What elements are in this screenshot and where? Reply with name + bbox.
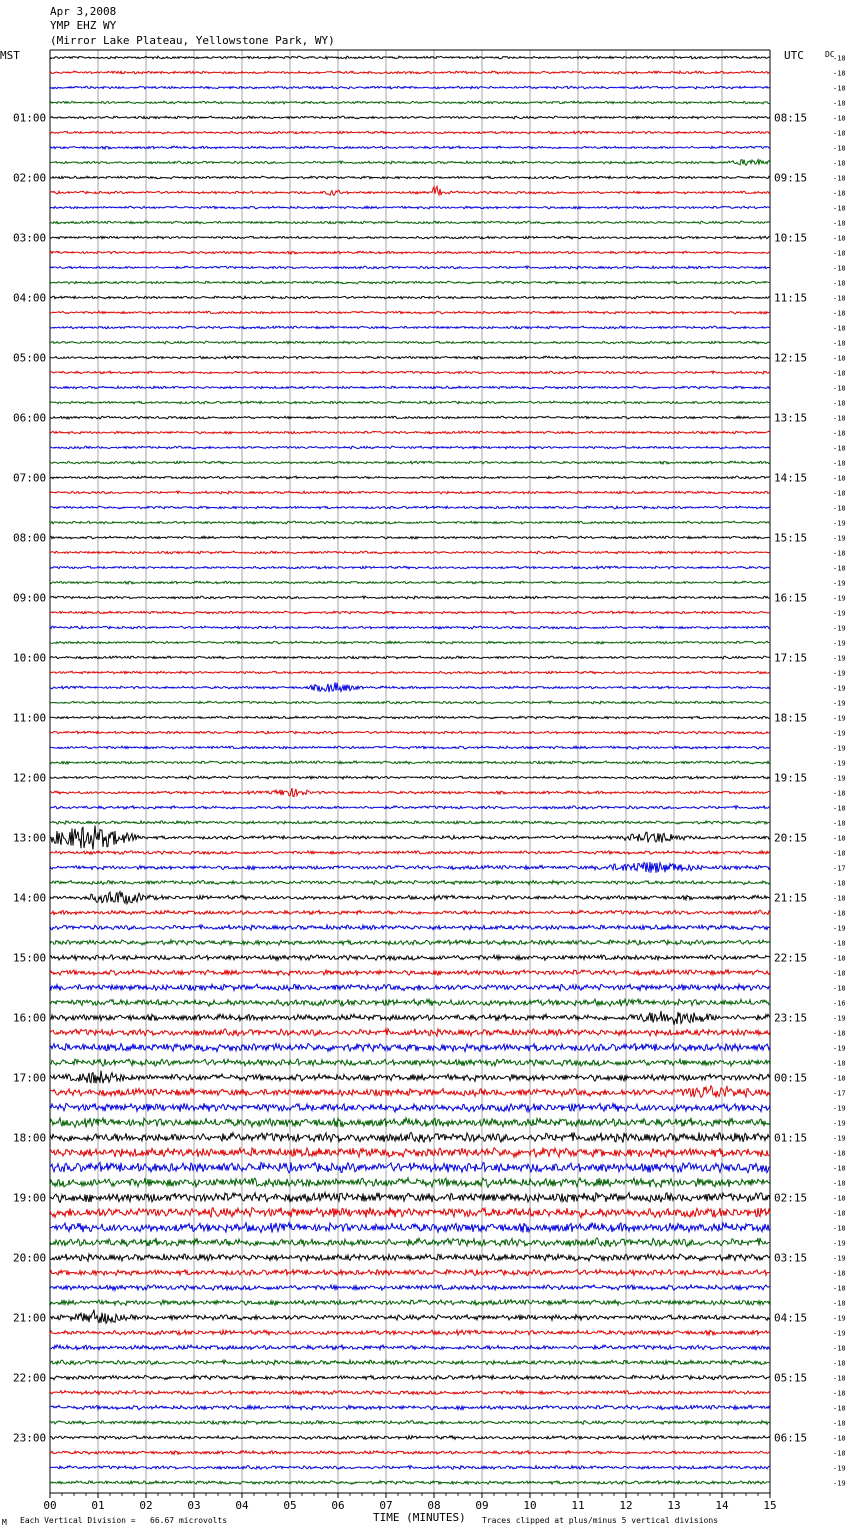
trace-line (50, 146, 770, 149)
dc-offset-value: -19 (833, 759, 846, 768)
trace-line (50, 1481, 770, 1485)
dc-offset-value: -19 (833, 1134, 846, 1143)
trace-line (50, 821, 770, 824)
dc-offset-value: -18 (833, 1179, 846, 1188)
trace-line (50, 1071, 770, 1084)
trace-line (50, 910, 770, 914)
dc-offset-value: -18 (833, 54, 846, 63)
trace-line (50, 716, 770, 719)
dc-offset-value: -18 (833, 909, 846, 918)
trace-line (50, 1011, 770, 1025)
trace-line (50, 788, 770, 797)
left-hour-label: 16:00 (13, 1011, 47, 1025)
trace-line (50, 731, 770, 734)
left-hour-label: 22:00 (13, 1371, 47, 1385)
trace-line (50, 1330, 770, 1335)
dc-offset-value: -18 (833, 879, 846, 888)
trace-line (50, 596, 770, 599)
right-hour-label: 05:15 (774, 1371, 808, 1385)
trace-line (50, 641, 770, 644)
trace-line (50, 881, 770, 885)
trace-line (50, 826, 770, 850)
dc-offset-value: -19 (833, 609, 846, 618)
dc-offset-value: -18 (833, 414, 846, 423)
trace-line (50, 1178, 770, 1188)
trace-line (50, 746, 770, 749)
right-hour-label: 10:15 (774, 231, 808, 245)
trace-line (50, 1207, 770, 1217)
dc-offset-value: -18 (833, 354, 846, 363)
dc-offset-value: -19 (833, 699, 846, 708)
trace-line (50, 1391, 770, 1395)
dc-offset-value: -18 (833, 309, 846, 318)
trace-line (50, 1103, 770, 1112)
dc-offset-value: -18 (833, 849, 846, 858)
dc-offset-value: -19 (833, 654, 846, 663)
trace-line (50, 431, 770, 434)
dc-offset-value: -19 (833, 744, 846, 753)
dc-offset-value: -18 (833, 234, 846, 243)
trace-line (50, 281, 770, 284)
dc-offset-value: -18 (833, 1434, 846, 1443)
dc-offset-value: -18 (833, 504, 846, 513)
left-hour-label: 21:00 (13, 1311, 47, 1325)
dc-offset-value: -19 (833, 1254, 846, 1263)
trace-line (50, 1270, 770, 1276)
dc-offset-value: -18 (833, 819, 846, 828)
dc-offset-value: -18 (833, 384, 846, 393)
x-tick-label: 05 (283, 1499, 297, 1512)
trace-line (50, 476, 770, 479)
dc-offset-value: -18 (833, 279, 846, 288)
left-hour-label: 08:00 (13, 531, 47, 545)
trace-line (50, 371, 770, 374)
left-hour-label: 11:00 (13, 711, 47, 725)
dc-offset-value: -18 (833, 894, 846, 903)
right-hour-label: 03:15 (774, 1251, 808, 1265)
trace-line (50, 925, 770, 930)
left-hour-label: 19:00 (13, 1191, 47, 1205)
dc-offset-value: -18 (833, 459, 846, 468)
x-tick-label: 04 (235, 1499, 249, 1512)
dc-offset-value: -18 (833, 429, 846, 438)
trace-line (50, 892, 770, 904)
x-tick-label: 13 (667, 1499, 681, 1512)
trace-line (50, 341, 770, 344)
x-tick-label: 08 (427, 1499, 441, 1512)
trace-line (50, 1162, 770, 1172)
x-tick-label: 06 (331, 1499, 345, 1512)
left-hour-label: 10:00 (13, 651, 47, 665)
left-hour-label: 07:00 (13, 471, 47, 485)
trace-line (50, 160, 770, 166)
dc-offset-value: -18 (833, 834, 846, 843)
x-tick-label: 11 (571, 1499, 585, 1512)
trace-line (50, 1345, 770, 1350)
trace-line (50, 1285, 770, 1290)
x-tick-label: 03 (187, 1499, 201, 1512)
left-hour-label: 02:00 (13, 171, 47, 185)
trace-line (50, 1436, 770, 1440)
trace-line (50, 611, 770, 614)
trace-line (50, 1451, 770, 1455)
trace-line (50, 251, 770, 254)
dc-offset-value: -17 (833, 1089, 846, 1098)
dc-offset-value: -18 (833, 1074, 846, 1083)
trace-line (50, 1086, 770, 1098)
dc-offset-value: -19 (833, 1329, 846, 1338)
right-hour-label: 11:15 (774, 291, 808, 305)
trace-line (50, 551, 770, 554)
dc-offset-value: -18 (833, 1194, 846, 1203)
trace-line (50, 386, 770, 389)
right-timezone-label: UTC (784, 49, 804, 62)
dc-offset-value: -18 (833, 84, 846, 93)
left-hour-label: 15:00 (13, 951, 47, 965)
x-tick-label: 01 (91, 1499, 105, 1512)
left-hour-label: 06:00 (13, 411, 47, 425)
trace-line (50, 761, 770, 764)
trace-line (50, 581, 770, 584)
dc-offset-value: -19 (833, 1479, 846, 1488)
dc-offset-value: -19 (833, 624, 846, 633)
corner-mark: M (2, 1518, 7, 1527)
dc-offset-value: -18 (833, 939, 846, 948)
right-hour-label: 22:15 (774, 951, 808, 965)
dc-offset-value: -18 (833, 474, 846, 483)
right-hour-label: 21:15 (774, 891, 808, 905)
right-hour-label: 16:15 (774, 591, 808, 605)
x-axis-title: TIME (MINUTES) (373, 1511, 466, 1524)
trace-line (50, 806, 770, 809)
station-code: YMP EHZ WY (50, 19, 117, 32)
left-hour-label: 05:00 (13, 351, 47, 365)
trace-line (50, 984, 770, 991)
left-hour-label: 17:00 (13, 1071, 47, 1085)
trace-line (50, 86, 770, 89)
dc-offset-value: -18 (833, 399, 846, 408)
trace-line (50, 176, 770, 179)
trace-line (50, 326, 770, 329)
trace-line (50, 1044, 770, 1052)
trace-line (50, 236, 770, 239)
right-hour-label: 20:15 (774, 831, 808, 845)
trace-line (50, 1029, 770, 1036)
left-hour-label: 01:00 (13, 111, 47, 125)
dc-offset-value: -18 (833, 99, 846, 108)
dc-offset-value: -18 (833, 969, 846, 978)
dc-offset-value: -19 (833, 774, 846, 783)
trace-line (50, 521, 770, 524)
trace-line (50, 955, 770, 960)
trace-line (50, 116, 770, 119)
trace-line (50, 566, 770, 569)
dc-offset-value: -16 (833, 999, 846, 1008)
trace-line (50, 266, 770, 269)
dc-offset-value: -19 (833, 594, 846, 603)
dc-offset-value: -18 (833, 789, 846, 798)
dc-offset-value: -19 (833, 714, 846, 723)
x-tick-label: 10 (523, 1499, 537, 1512)
trace-line (50, 356, 770, 359)
trace-line (50, 999, 770, 1006)
trace-line (50, 626, 770, 629)
dc-offset-value: -18 (833, 1389, 846, 1398)
trace-line (50, 1148, 770, 1158)
trace-line (50, 1223, 770, 1233)
trace-line (50, 1375, 770, 1379)
dc-offset-value: -19 (833, 1014, 846, 1023)
dc-offset-value: -19 (833, 534, 846, 543)
dc-offset-value: -18 (833, 174, 846, 183)
station-location: (Mirror Lake Plateau, Yellowstone Park, WY) (50, 34, 335, 47)
left-hour-label: 13:00 (13, 831, 47, 845)
dc-offset-value: -18 (833, 444, 846, 453)
dc-offset-value: -19 (833, 669, 846, 678)
trace-line (50, 1254, 770, 1261)
dc-offset-value: -18 (833, 69, 846, 78)
trace-line (50, 776, 770, 779)
dc-offset-value: -18 (833, 264, 846, 273)
trace-line (50, 1238, 770, 1247)
x-tick-label: 07 (379, 1499, 393, 1512)
x-tick-label: 14 (715, 1499, 729, 1512)
x-tick-label: 12 (619, 1499, 633, 1512)
trace-line (50, 1466, 770, 1470)
dc-offset-value: -18 (833, 804, 846, 813)
trace-line (50, 1193, 770, 1203)
trace-line (50, 1310, 770, 1324)
x-tick-label: 00 (43, 1499, 57, 1512)
dc-offset-value: -19 (833, 519, 846, 528)
left-hour-label: 12:00 (13, 771, 47, 785)
dc-offset-label: DC (825, 50, 835, 59)
dc-offset-value: -19 (833, 1119, 846, 1128)
dc-offset-value: -19 (833, 924, 846, 933)
dc-offset-value: -18 (833, 189, 846, 198)
right-hour-label: 09:15 (774, 171, 808, 185)
left-hour-label: 04:00 (13, 291, 47, 305)
trace-line (50, 1059, 770, 1066)
dc-offset-value: -19 (833, 1314, 846, 1323)
dc-offset-value: -18 (833, 114, 846, 123)
trace-line (50, 1118, 770, 1128)
trace-line (50, 401, 770, 404)
trace-line (50, 701, 770, 704)
dc-offset-value: -19 (833, 1239, 846, 1248)
dc-offset-value: -18 (833, 1059, 846, 1068)
right-hour-label: 14:15 (774, 471, 808, 485)
dc-offset-value: -18 (833, 1209, 846, 1218)
dc-offset-value: -19 (833, 1044, 846, 1053)
dc-offset-value: -18 (833, 954, 846, 963)
trace-line (50, 1300, 770, 1306)
dc-offset-value: -18 (833, 489, 846, 498)
right-hour-label: 17:15 (774, 651, 808, 665)
clip-note: Traces clipped at plus/minus 5 vertical divisions (482, 1516, 719, 1525)
right-hour-label: 18:15 (774, 711, 808, 725)
trace-line (50, 656, 770, 659)
dc-offset-value: -18 (833, 1284, 846, 1293)
dc-offset-value: -19 (833, 639, 846, 648)
dc-offset-value: -18 (833, 1149, 846, 1158)
dc-offset-value: -18 (833, 219, 846, 228)
dc-offset-value: -18 (833, 369, 846, 378)
right-hour-label: 13:15 (774, 411, 808, 425)
dc-offset-value: -19 (833, 729, 846, 738)
trace-line (50, 1132, 770, 1142)
dc-offset-value: -18 (833, 204, 846, 213)
trace-line (50, 1421, 770, 1425)
trace-line (50, 862, 770, 873)
chart-date: Apr 3,2008 (50, 5, 117, 18)
right-hour-label: 01:15 (774, 1131, 808, 1145)
dc-offset-value: -18 (833, 549, 846, 558)
left-hour-label: 03:00 (13, 231, 47, 245)
trace-line (50, 940, 770, 945)
trace-line (50, 536, 770, 539)
dc-offset-value: -18 (833, 1359, 846, 1368)
left-hour-label: 14:00 (13, 891, 47, 905)
x-tick-label: 09 (475, 1499, 489, 1512)
dc-offset-value: -19 (833, 1104, 846, 1113)
trace-line (50, 101, 770, 104)
right-hour-label: 19:15 (774, 771, 808, 785)
dc-offset-value: -18 (833, 984, 846, 993)
dc-offset-value: -18 (833, 1374, 846, 1383)
trace-line (50, 71, 770, 74)
trace-line (50, 446, 770, 449)
dc-offset-value: -18 (833, 1404, 846, 1413)
left-timezone-label: MST (0, 49, 20, 62)
trace-line (50, 186, 770, 195)
left-hour-label: 20:00 (13, 1251, 47, 1265)
trace-line (50, 461, 770, 464)
dc-offset-value: -19 (833, 579, 846, 588)
dc-offset-value: -18 (833, 144, 846, 153)
dc-offset-value: -18 (833, 129, 846, 138)
dc-offset-value: -18 (833, 1164, 846, 1173)
trace-line (50, 682, 770, 692)
dc-offset-value: -18 (833, 1344, 846, 1353)
trace-line (50, 851, 770, 855)
dc-offset-value: -18 (833, 324, 846, 333)
dc-offset-value: -18 (833, 1029, 846, 1038)
x-tick-label: 02 (139, 1499, 153, 1512)
trace-line (50, 221, 770, 224)
trace-line (50, 491, 770, 494)
trace-line (50, 671, 770, 674)
dc-offset-value: -17 (833, 864, 846, 873)
dc-offset-value: -18 (833, 1449, 846, 1458)
trace-line (50, 56, 770, 59)
dc-offset-value: -18 (833, 564, 846, 573)
dc-offset-value: -18 (833, 339, 846, 348)
dc-offset-value: -18 (833, 1269, 846, 1278)
right-hour-label: 12:15 (774, 351, 808, 365)
trace-line (50, 131, 770, 134)
trace-line (50, 311, 770, 314)
trace-line (50, 416, 770, 419)
trace-line (50, 970, 770, 976)
trace-line (50, 206, 770, 209)
right-hour-label: 06:15 (774, 1431, 808, 1445)
dc-offset-value: -18 (833, 249, 846, 258)
right-hour-label: 04:15 (774, 1311, 808, 1325)
dc-offset-value: -18 (833, 159, 846, 168)
x-tick-label: 15 (763, 1499, 777, 1512)
trace-line (50, 1405, 770, 1410)
dc-offset-value: -19 (833, 1464, 846, 1473)
right-hour-label: 02:15 (774, 1191, 808, 1205)
right-hour-label: 08:15 (774, 111, 808, 125)
trace-line (50, 506, 770, 509)
left-hour-label: 18:00 (13, 1131, 47, 1145)
dc-offset-value: -18 (833, 1419, 846, 1428)
dc-offset-value: -18 (833, 294, 846, 303)
right-hour-label: 15:15 (774, 531, 808, 545)
right-hour-label: 23:15 (774, 1011, 808, 1025)
trace-line (50, 1360, 770, 1365)
dc-offset-value: -19 (833, 684, 846, 693)
right-hour-label: 00:15 (774, 1071, 808, 1085)
dc-offset-value: -18 (833, 1299, 846, 1308)
left-hour-label: 09:00 (13, 591, 47, 605)
trace-line (50, 296, 770, 299)
dc-offset-value: -18 (833, 1224, 846, 1233)
scale-note: Each Vertical Division = 66.67 microvolts (20, 1516, 228, 1525)
left-hour-label: 23:00 (13, 1431, 47, 1445)
